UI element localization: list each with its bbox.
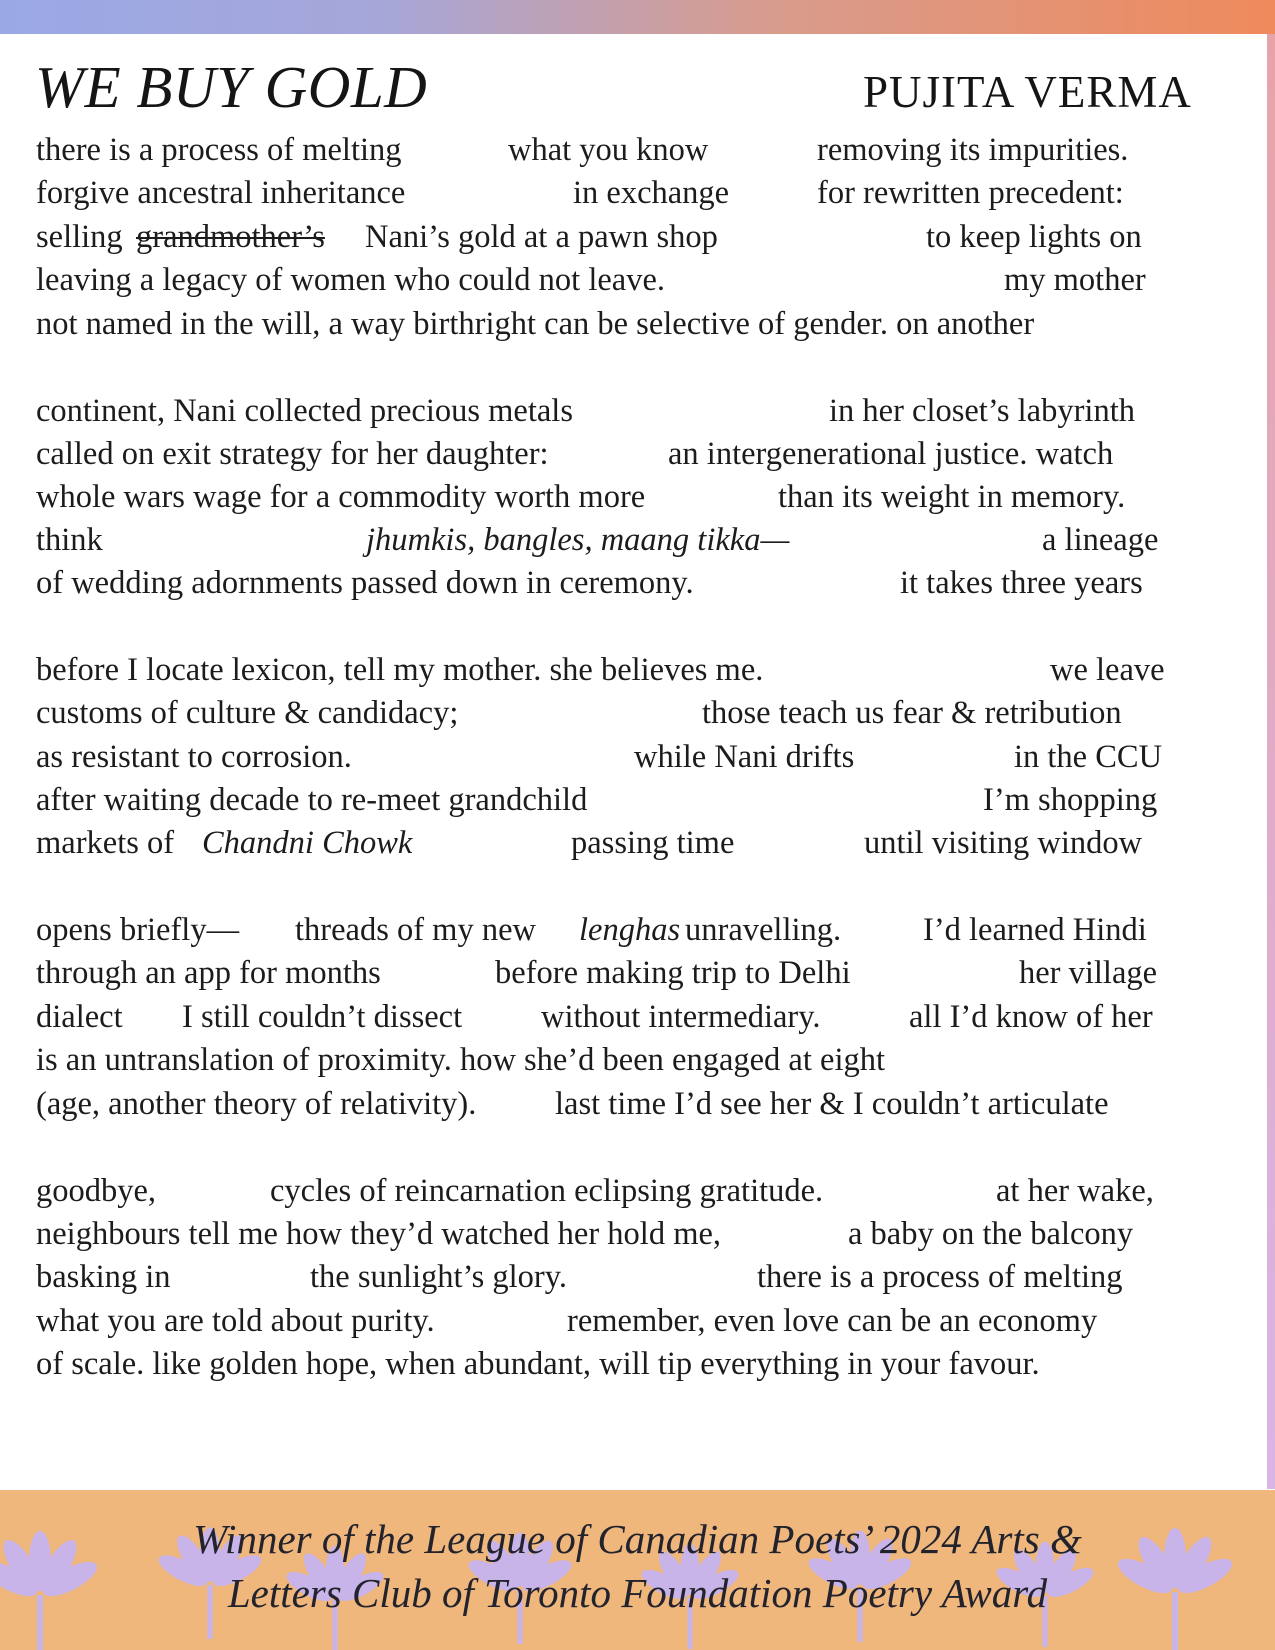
struck-word: grandmother’s (136, 219, 325, 255)
poem-line (36, 780, 1236, 820)
award-line-2: Letters Club of Toronto Foundation Poetry Award (227, 1570, 1048, 1616)
poem-text-segment: to keep lights on (926, 219, 1142, 255)
poem-text-segment: markets of (36, 825, 175, 861)
poem-text-segment: continent, Nani collected precious metals (36, 393, 573, 429)
poem-text-segment: as resistant to corrosion. (36, 739, 352, 775)
poem-line (36, 520, 1236, 560)
poem-line (36, 737, 1236, 777)
poem-line (36, 1214, 1236, 1254)
poem-line (36, 1171, 1236, 1211)
poem-line (36, 823, 1236, 863)
poem-text-segment: customs of culture & candidacy; (36, 695, 459, 731)
poem-text-segment: those teach us fear & retribution (702, 695, 1122, 731)
poem-text-segment: for rewritten precedent: (817, 175, 1124, 211)
poem-line (36, 1040, 1236, 1080)
poem-text-segment: last time I’d see her & I couldn’t articulate (555, 1086, 1109, 1122)
poem-line (36, 910, 1236, 950)
poem-line (36, 391, 1236, 431)
award-line-1: Winner of the League of Canadian Poets’ 2024 Arts & (193, 1516, 1082, 1562)
poem-text-segment: goodbye, (36, 1173, 157, 1209)
poem-text-segment: at her wake, (996, 1173, 1154, 1209)
poem-line (36, 173, 1236, 213)
poem-line (36, 260, 1236, 300)
poet-name: PUJITA VERMA (863, 67, 1192, 117)
poem-title: WE BUY GOLD (35, 54, 428, 120)
poem-line (36, 997, 1236, 1037)
poem-text-segment: dialect (36, 999, 123, 1035)
poem-line (36, 1257, 1236, 1297)
poem-text-segment: leaving a legacy of women who could not leave. (36, 262, 666, 298)
poem-text-segment: in her closet’s labyrinth (829, 393, 1135, 429)
italic-phrase: Chandni Chowk (202, 825, 413, 861)
poem-text-segment: a lineage (1042, 522, 1159, 558)
poem-text-segment: in exchange (573, 175, 730, 211)
poem-text-segment: the sunlight’s glory. (310, 1259, 567, 1295)
poem-text-segment: remember, even love can be an economy (567, 1303, 1098, 1339)
poem-text-segment: until visiting window (864, 825, 1143, 861)
poem-line (36, 304, 1236, 344)
poem-text-segment: her village (1019, 955, 1158, 991)
poem-text-segment: passing time (571, 825, 735, 861)
poem-line (36, 953, 1236, 993)
poem-text-segment: Nani’s gold at a pawn shop (365, 219, 718, 255)
poem-text-segment: forgive ancestral inheritance (36, 175, 406, 211)
poem-line (36, 434, 1236, 474)
poem-text-segment: neighbours tell me how they’d watched her hold me, (36, 1216, 722, 1252)
poem-line (36, 1301, 1236, 1341)
poem-text-segment: my mother (1004, 262, 1146, 298)
poem-text-segment: called on exit strategy for her daughter: (36, 436, 549, 472)
poem-text-segment: I still couldn’t dissect (182, 999, 463, 1035)
poem-text-segment: I’m shopping (983, 782, 1158, 818)
poem-line (36, 650, 1236, 690)
award-banner (0, 1490, 1275, 1650)
poem-text-segment: an intergenerational justice. watch (668, 436, 1114, 472)
poem-text-segment: through an app for months (36, 955, 381, 991)
poem-text-segment: we leave (1050, 652, 1165, 688)
italic-phrase: jhumkis, bangles, maang tikka— (366, 522, 790, 558)
poem-text-segment: (age, another theory of relativity). (36, 1086, 477, 1122)
poem-line (36, 477, 1236, 517)
poem-line (36, 130, 1236, 170)
poem-text-segment: there is a process of melting (36, 132, 402, 168)
poem-text-segment: whole wars wage for a commodity worth more (36, 479, 646, 515)
poem-text-segment: is an untranslation of proximity. how she’d been engaged at eight (36, 1042, 885, 1078)
poem-text-segment: before making trip to Delhi (495, 955, 851, 991)
poem-text-segment: before I locate lexicon, tell my mother. she believes me. (36, 652, 764, 688)
poem-text-segment: there is a process of melting (757, 1259, 1123, 1295)
poem-line (36, 217, 1236, 257)
poem-text-segment: what you are told about purity. (36, 1303, 435, 1339)
award-text (0, 1512, 1275, 1620)
poem-text-segment: while Nani drifts (634, 739, 855, 775)
poem-line (36, 563, 1236, 603)
poem-line (36, 1084, 1236, 1124)
poem-text-segment: a baby on the balcony (848, 1216, 1134, 1252)
poem-text-segment: of wedding adornments passed down in ceremony. (36, 565, 694, 601)
poem-text-segment: opens briefly— (36, 912, 240, 948)
poem-text-segment: removing its impurities. (817, 132, 1129, 168)
poem-text-segment: all I’d know of her (909, 999, 1153, 1035)
poem-text-segment: selling (36, 219, 123, 255)
poem-text-segment: cycles of reincarnation eclipsing gratitude. (270, 1173, 824, 1209)
poem-line (36, 1344, 1236, 1384)
poem-text-segment: it takes three years (900, 565, 1143, 601)
poem-text-segment: I’d learned Hindi (923, 912, 1147, 948)
poem-text-segment: think (36, 522, 103, 558)
poem-text-segment: after waiting decade to re-meet grandchild (36, 782, 588, 818)
poem-text-segment: unravelling. (685, 912, 842, 948)
poem-text-segment: what you know (508, 132, 709, 168)
poem-text-segment: not named in the will, a way birthright can be selective of gender. on another (36, 306, 1035, 342)
poem-text-segment: threads of my new (295, 912, 536, 948)
poem-text-segment: in the CCU (1014, 739, 1163, 775)
poem-text-segment: without intermediary. (541, 999, 821, 1035)
poem-line (36, 693, 1236, 733)
poem-text-segment: than its weight in memory. (778, 479, 1126, 515)
poem-text-segment: of scale. like golden hope, when abundant, will tip everything in your favour. (36, 1346, 1040, 1382)
poem-text-segment: basking in (36, 1259, 171, 1295)
italic-phrase: lenghas (579, 912, 681, 948)
